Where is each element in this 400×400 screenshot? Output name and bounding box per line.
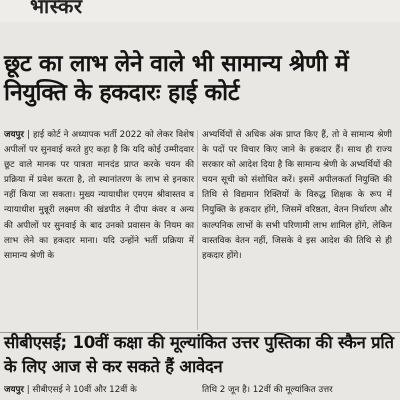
story1-dateline: जयपुर <box>4 130 24 140</box>
story1-column-right <box>202 128 392 334</box>
story2-column-right-text: तिथि 2 जून है। 12वीं की मूल्यांकित उत्तर <box>202 385 333 395</box>
story1-body <box>4 128 396 334</box>
story2-body <box>4 383 396 400</box>
story1-headline: छूट का लाभ लेने वाले भी सामान्य श्रेणी में नियुक्ति के हकदारः हाई कोर्ट <box>4 51 349 106</box>
story1-column-right-text: अभ्यर्थियों से अधिक अंक प्राप्त किए हैं, तो वे सामान्य श्रेणी के पदों पर विचार किए जाने के हकदार हैं। साथ ही राज्य सरकार को आदेश दिया है कि सामान्य श्रेणी के अभ्यर्थियों की चयन सूची को संशोधित करें। इसमें अपीलकर्ता नियुक्ति की तिथि से विद्यमान रिक्तियों के विरुद्ध शिक्षक के रूप में नियुक्ति के हकदार होंगे, जिसमें वरिष्ठता, वेतन निर्धारण और काल्पनिक लाभों के सभी परिणामी लाभ शामिल होंगे, लेकिन वास्तविक वेतन नहीं, जिसके वे इस आदेश की तिथि से ही हकदार होंगे। <box>202 130 392 261</box>
masthead-strip <box>0 0 400 22</box>
story2-column-left-text: सीबीएसई ने 10वीं और 12वीं के <box>32 385 137 395</box>
story1-column-left-text: हाई कोर्ट ने अध्यापक भर्ती 2022 को लेकर विशेष अपीलों पर सुनवाई करते हुए कहा है कि यदि कोई उम्मीदवार छूट वाले मानक पर पात्रता मानदंड प्राप्त करके चयन की प्रक्रिया में प्रवेश करता है, तो स्थानांतरण के लाभ से इनकार नहीं किया जा सकता। मुख्य न्यायाधीश एमएम श्रीवास्तव व न्यायाधीश मुन्नूरी लक्ष्मण की खंडपीठ ने दीपा कंवर व अन्य की अपीलों पर सुनवाई के बाद उनको प्रवासन के नियम का लाभ लेने का हकदार माना। यदि उन्होंने भर्ती प्रक्रिया में सामान्य श्रेणी के <box>4 130 194 261</box>
newspaper-masthead: भास्कर <box>30 0 83 18</box>
story2-column-right <box>202 383 392 400</box>
column-divider <box>197 130 198 330</box>
dateline-separator: | <box>26 385 33 395</box>
story2-dateline: जयपुर <box>4 385 24 395</box>
story1-column-left <box>4 128 194 334</box>
dateline-separator: | <box>27 130 34 140</box>
story2-column-left <box>4 383 194 400</box>
story2-headline: सीबीएसई; 10वीं कक्षा की मूल्यांकित उत्तर पुस्तिका की स्कैन प्रति के लिए आज से कर सकते हैं आवेदन <box>4 333 394 376</box>
